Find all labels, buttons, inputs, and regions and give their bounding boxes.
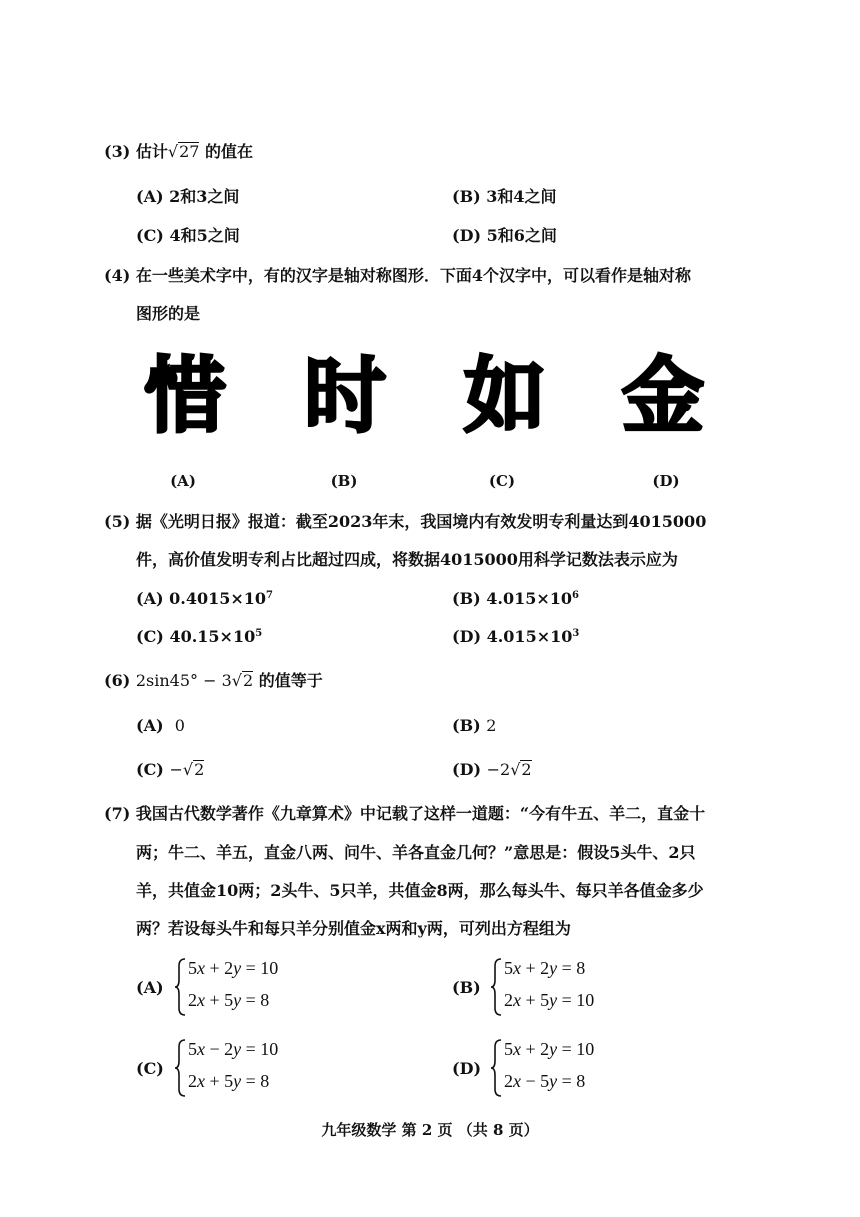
q7-option-a-label: (A) <box>136 978 164 997</box>
q4-stem-line2: 图形的是 <box>136 304 201 323</box>
q3-stem-pre: 估计 <box>135 142 168 161</box>
q5-number: (5) <box>104 512 131 531</box>
art-character-d: 金 <box>621 349 704 444</box>
caption-a: (A) <box>170 472 196 490</box>
q6-option-a: (A) 0 <box>136 716 185 735</box>
brace-icon <box>174 1039 186 1097</box>
q7-option-c-eq2: 2x + 5y = 8 <box>188 1071 270 1091</box>
art-character-b: 时 <box>303 349 386 444</box>
q6-option-c: (C) −√2 <box>136 760 205 779</box>
q5-option-b: (B) $4.015\times 10^6$ <box>452 589 579 608</box>
q7-stem-line2: 两；牛二、羊五，直金八两、问牛、羊各直金几何？”意思是：假设5头牛、2只 <box>136 843 696 862</box>
q5-stem-line2: 件，高价值发明专利占比超过四成，将数据4015000用科学记数法表示应为 <box>136 550 678 569</box>
brace-icon <box>490 958 502 1016</box>
q3-number: (3) <box>104 142 131 161</box>
q6-option-d: (D) −2√2 <box>452 760 532 779</box>
q7-option-c-eq1: 5x − 2y = 10 <box>188 1039 279 1059</box>
q6-number: (6) <box>104 671 131 690</box>
q3-option-b: (B) 3和4之间 <box>452 187 557 206</box>
q4-number: (4) <box>104 266 131 285</box>
q4-stem-line1: (4) 在一些美术字中，有的汉字是轴对称图形．下面4个汉字中，可以看作是轴对称 <box>104 266 691 285</box>
page-footer: 九年级数学 第 2 页 （共 8 页） <box>321 1121 539 1139</box>
q3-option-a: (A) 2和3之间 <box>136 187 240 206</box>
caption-d: (D) <box>652 472 680 490</box>
brace-icon <box>174 958 186 1016</box>
q7-option-d-eq2: 2x − 5y = 8 <box>504 1071 586 1091</box>
q7-option-d-eq1: 5x + 2y = 10 <box>504 1039 595 1059</box>
q3-option-d: (D) 5和6之间 <box>452 226 557 245</box>
q7-option-b-eq2: 2x + 5y = 10 <box>504 990 595 1010</box>
q5-option-a: (A) $0.4015\times 10^7$ <box>136 589 274 608</box>
q3-stem-post: 的值在 <box>205 142 254 161</box>
q7-option-d-label: (D) <box>452 1059 482 1078</box>
q5-stem-line1: (5) 据《光明日报》报道：截至2023年末，我国境内有效发明专利量达到4015000 <box>104 512 707 531</box>
q7-option-b-eq1: 5x + 2y = 8 <box>504 958 586 978</box>
caption-b: (B) <box>330 472 358 490</box>
caption-c: (C) <box>488 472 516 490</box>
q3-radicand: 27 <box>179 142 200 161</box>
q5-option-c: (C) $40.15\times 10^5$ <box>136 627 263 646</box>
art-character-a: 惜 <box>143 349 226 444</box>
q5-option-d: (D) $4.015\times 10^3$ <box>452 627 580 646</box>
brace-icon <box>490 1039 502 1097</box>
q7-stem-line1: (7) 我国古代数学著作《九章算术》中记载了这样一道题：“今有牛五、羊二，直金十 <box>104 804 706 823</box>
q7-number: (7) <box>104 804 131 823</box>
art-character-c: 如 <box>463 349 546 444</box>
q6-stem: (6) 2sin45° − 3√2 的值等于 <box>104 671 323 690</box>
q7-stem-line4: 两？若设每头牛和每只羊分别值金x两和y两，可列出方程组为 <box>136 919 571 938</box>
q7-option-a-eq1: 5x + 2y = 10 <box>188 958 279 978</box>
q6-option-b: (B) 2 <box>452 716 497 735</box>
q7-option-b-label: (B) <box>452 978 481 997</box>
q3-option-c: (C) 4和5之间 <box>136 226 240 245</box>
q7-option-a-eq2: 2x + 5y = 8 <box>188 990 270 1010</box>
q7-stem-line3: 羊，共值金10两；2头牛、5只羊，共值金8两，那么每头牛、每只羊各值金多少 <box>136 881 704 900</box>
q3-stem: (3) 估计√27 的值在 <box>104 142 254 161</box>
q7-option-c-label: (C) <box>136 1059 164 1078</box>
